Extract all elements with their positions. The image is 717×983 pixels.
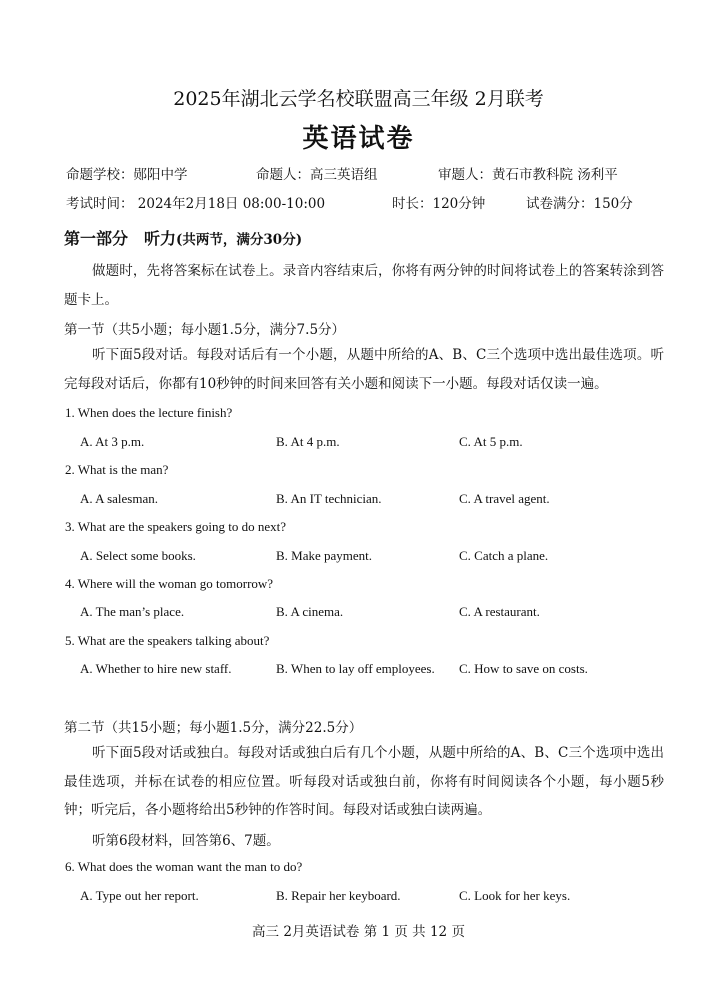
section1-heading: 第一节（共5小题；每小题1.5分，满分7.5分） [64, 322, 346, 338]
question-stem: 1. When does the lecture finish? [65, 405, 233, 420]
part1-instruction: 做题时，先将答案标在试卷上。录音内容结束后，你将有两分钟的时间将试卷上的答案转涂到答题卡上。 [64, 263, 664, 308]
page-footer: 高三 2月英语试卷 第 1 页 共 12 页 [252, 924, 465, 940]
question-stem: 3. What are the speakers going to do next? [65, 519, 287, 534]
option-b: B. Make payment. [276, 548, 373, 563]
option-a: A. Whether to hire new staff. [80, 661, 232, 676]
option-c: C. Catch a plane. [459, 548, 549, 563]
subject-title: 英语试卷 [302, 124, 415, 154]
material-note: 听第6段材料，回答第6、7题。 [92, 833, 280, 849]
option-b: B. Repair her keyboard. [276, 888, 401, 903]
exam-title: 2025年湖北云学名校联盟高三年级 2月联考 [173, 88, 544, 110]
section2-heading: 第二节（共15小题；每小题1.5分，满分22.5分） [64, 720, 363, 736]
question-stem: 6. What does the woman want the man to do? [65, 859, 303, 874]
part1-title: 第一部分 听力 [64, 229, 177, 248]
section2-instruction: 听下面5段对话或独白。每段对话或独白后有几个小题，从题中所给的A、B、C三个选项中选出最佳选项，并标在试卷的相应位置。听每段对话或独白前，你将有时间阅读各个小题，每小题5秒钟；听完后，各小题将给出5秒钟的作答时间。每段对话或独白读两遍。 [64, 745, 664, 818]
section1-instruction: 听下面5段对话。每段对话后有一个小题，从题中所给的A、B、C三个选项中选出最佳选项。听完每段对话后，你都有10秒钟的时间来回答有关小题和阅读下一小题。每段对话仅读一遍。 [64, 347, 664, 392]
option-c: C. How to save on costs. [459, 661, 588, 676]
option-c: C. Look for her keys. [459, 888, 571, 903]
exam-time-text: 考试时间： 2024年2月18日 08:00-10:00 [66, 196, 326, 212]
reviewer-text: 审题人：黄石市教科院 汤利平 [438, 167, 618, 183]
option-a: A. Select some books. [80, 548, 196, 563]
option-c: C. A restaurant. [459, 604, 540, 619]
option-a: A. Type out her report. [80, 888, 199, 903]
option-c: C. At 5 p.m. [459, 434, 523, 449]
part1-note: (共两节，满分30分) [176, 232, 303, 248]
full-score-text: 试卷满分：150分 [526, 196, 633, 212]
option-a: A. At 3 p.m. [80, 434, 145, 449]
option-a: A. The man’s place. [80, 604, 185, 619]
option-b: B. When to lay off employees. [276, 661, 435, 676]
part1-heading [64, 226, 302, 249]
option-a: A. A salesman. [80, 491, 158, 506]
question-stem: 2. What is the man? [65, 462, 169, 477]
school-text: 命题学校：郧阳中学 [66, 167, 188, 183]
option-c: C. A travel agent. [459, 491, 550, 506]
duration-text: 时长：120分钟 [392, 196, 486, 212]
setter-text: 命题人：高三英语组 [256, 167, 378, 183]
question-stem: 4. Where will the woman go tomorrow? [65, 576, 274, 591]
option-b: B. An IT technician. [276, 491, 382, 506]
question-stem: 5. What are the speakers talking about? [65, 633, 270, 648]
option-b: B. A cinema. [276, 604, 344, 619]
option-b: B. At 4 p.m. [276, 434, 340, 449]
